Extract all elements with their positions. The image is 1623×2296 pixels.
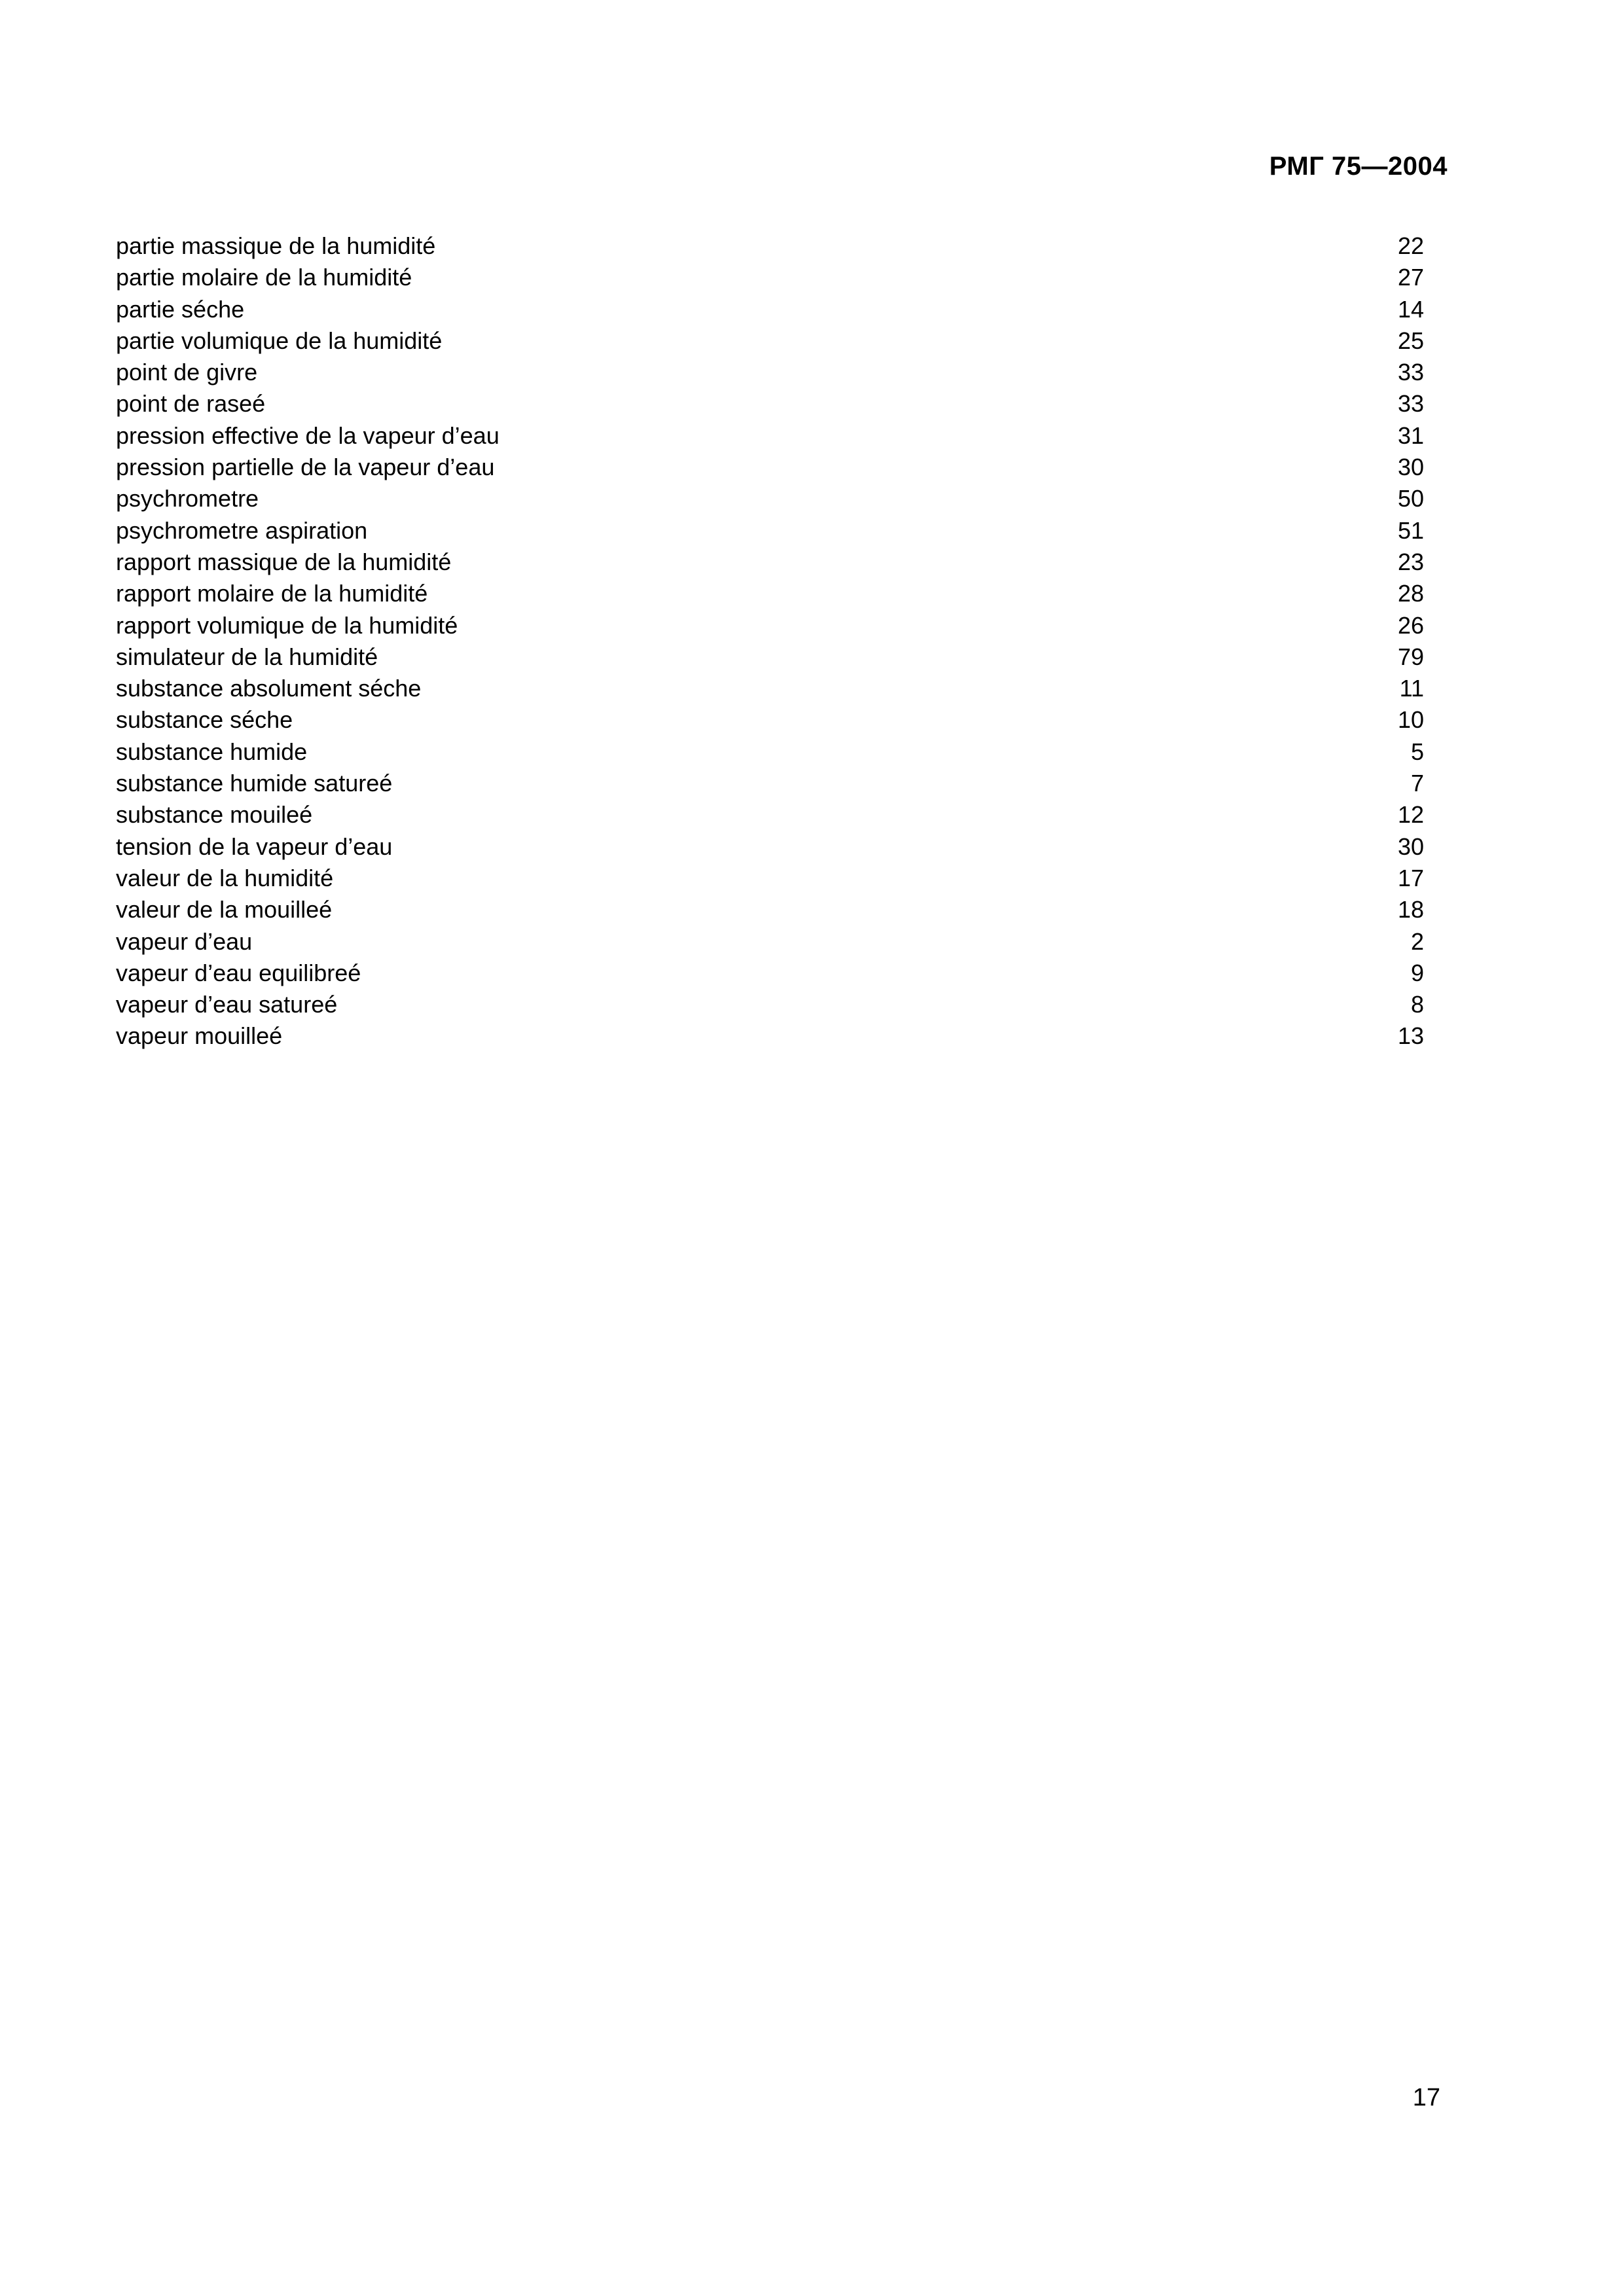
index-ref-number: 27 xyxy=(1397,264,1424,291)
index-entry xyxy=(116,704,1424,736)
index-entry xyxy=(116,262,1424,293)
index-ref-number: 8 xyxy=(1410,991,1424,1018)
index-ref-number: 22 xyxy=(1397,232,1424,259)
index-entry xyxy=(116,294,1424,325)
index-ref-number: 9 xyxy=(1410,959,1424,986)
index-ref-number: 33 xyxy=(1397,390,1424,418)
index-entry xyxy=(116,958,1424,989)
index-term: partie massique de la humidité xyxy=(116,232,436,259)
index-ref-number: 31 xyxy=(1397,422,1424,449)
document-code: РМГ 75—2004 xyxy=(1269,152,1448,181)
index-entry xyxy=(116,420,1424,452)
index-term: tension de la vapeur d’eau xyxy=(116,833,393,860)
index-term: rapport massique de la humidité xyxy=(116,548,452,575)
index-ref-number: 11 xyxy=(1399,675,1424,702)
index-entry xyxy=(116,1020,1424,1052)
index-ref-number: 28 xyxy=(1397,580,1424,607)
index-term: pression partielle de la vapeur d’eau xyxy=(116,454,495,481)
index-entry xyxy=(116,325,1424,357)
index-ref-number: 7 xyxy=(1410,770,1424,797)
index-term: vapeur d’eau xyxy=(116,927,253,955)
index-entry xyxy=(116,230,1424,262)
index-ref-number: 12 xyxy=(1397,801,1424,829)
index-term: substance humide satureé xyxy=(116,770,393,797)
index-ref-number: 79 xyxy=(1397,643,1424,670)
index-ref-number: 51 xyxy=(1397,516,1424,544)
index-ref-number: 14 xyxy=(1397,295,1424,323)
index-entry xyxy=(116,578,1424,609)
index-term: rapport molaire de la humidité xyxy=(116,580,428,607)
index-term: partie séche xyxy=(116,295,245,323)
index-ref-number: 18 xyxy=(1397,896,1424,924)
index-entry xyxy=(116,768,1424,799)
index-entry xyxy=(116,926,1424,958)
index-ref-number: 26 xyxy=(1397,611,1424,639)
index-term: partie molaire de la humidité xyxy=(116,264,412,291)
index-entry xyxy=(116,831,1424,863)
index-ref-number: 5 xyxy=(1410,738,1424,765)
index-ref-number: 30 xyxy=(1397,833,1424,860)
index-term: valeur de la mouilleé xyxy=(116,896,333,924)
index-term: substance séche xyxy=(116,706,293,734)
index-term: partie volumique de la humidité xyxy=(116,327,443,354)
index-term: substance humide xyxy=(116,738,308,765)
index-term: vapeur mouilleé xyxy=(116,1022,283,1050)
index-term: vapeur d’eau satureé xyxy=(116,991,338,1018)
index-term: psychrometre aspiration xyxy=(116,516,368,544)
index-entry xyxy=(116,989,1424,1020)
index-entry xyxy=(116,610,1424,641)
index-entry xyxy=(116,388,1424,420)
index-ref-number: 2 xyxy=(1410,927,1424,955)
index-entry xyxy=(116,641,1424,673)
index-entry xyxy=(116,863,1424,894)
index-entry xyxy=(116,894,1424,925)
index-term: substance absolument séche xyxy=(116,675,422,702)
index-ref-number: 25 xyxy=(1397,327,1424,354)
index-term: point de raseé xyxy=(116,390,266,418)
index-ref-number: 13 xyxy=(1397,1022,1424,1050)
page-number: 17 xyxy=(1412,2084,1440,2111)
index-term: substance mouileé xyxy=(116,801,313,829)
alphabetical-index xyxy=(116,230,1424,1052)
index-entry xyxy=(116,357,1424,388)
index-ref-number: 23 xyxy=(1397,548,1424,575)
index-ref-number: 30 xyxy=(1397,454,1424,481)
index-entry xyxy=(116,483,1424,514)
index-term: simulateur de la humidité xyxy=(116,643,378,670)
index-entry xyxy=(116,736,1424,768)
index-term: vapeur d’eau equilibreé xyxy=(116,959,361,986)
index-entry xyxy=(116,799,1424,831)
index-entry xyxy=(116,547,1424,578)
index-term: psychrometre xyxy=(116,485,259,512)
index-entry xyxy=(116,515,1424,547)
index-ref-number: 33 xyxy=(1397,359,1424,386)
index-term: point de givre xyxy=(116,359,258,386)
index-term: rapport volumique de la humidité xyxy=(116,611,458,639)
index-ref-number: 50 xyxy=(1397,485,1424,512)
index-ref-number: 17 xyxy=(1397,864,1424,891)
index-ref-number: 10 xyxy=(1397,706,1424,734)
index-entry xyxy=(116,452,1424,483)
index-entry xyxy=(116,673,1424,704)
index-term: valeur de la humidité xyxy=(116,864,334,891)
index-term: pression effective de la vapeur d’eau xyxy=(116,422,500,449)
